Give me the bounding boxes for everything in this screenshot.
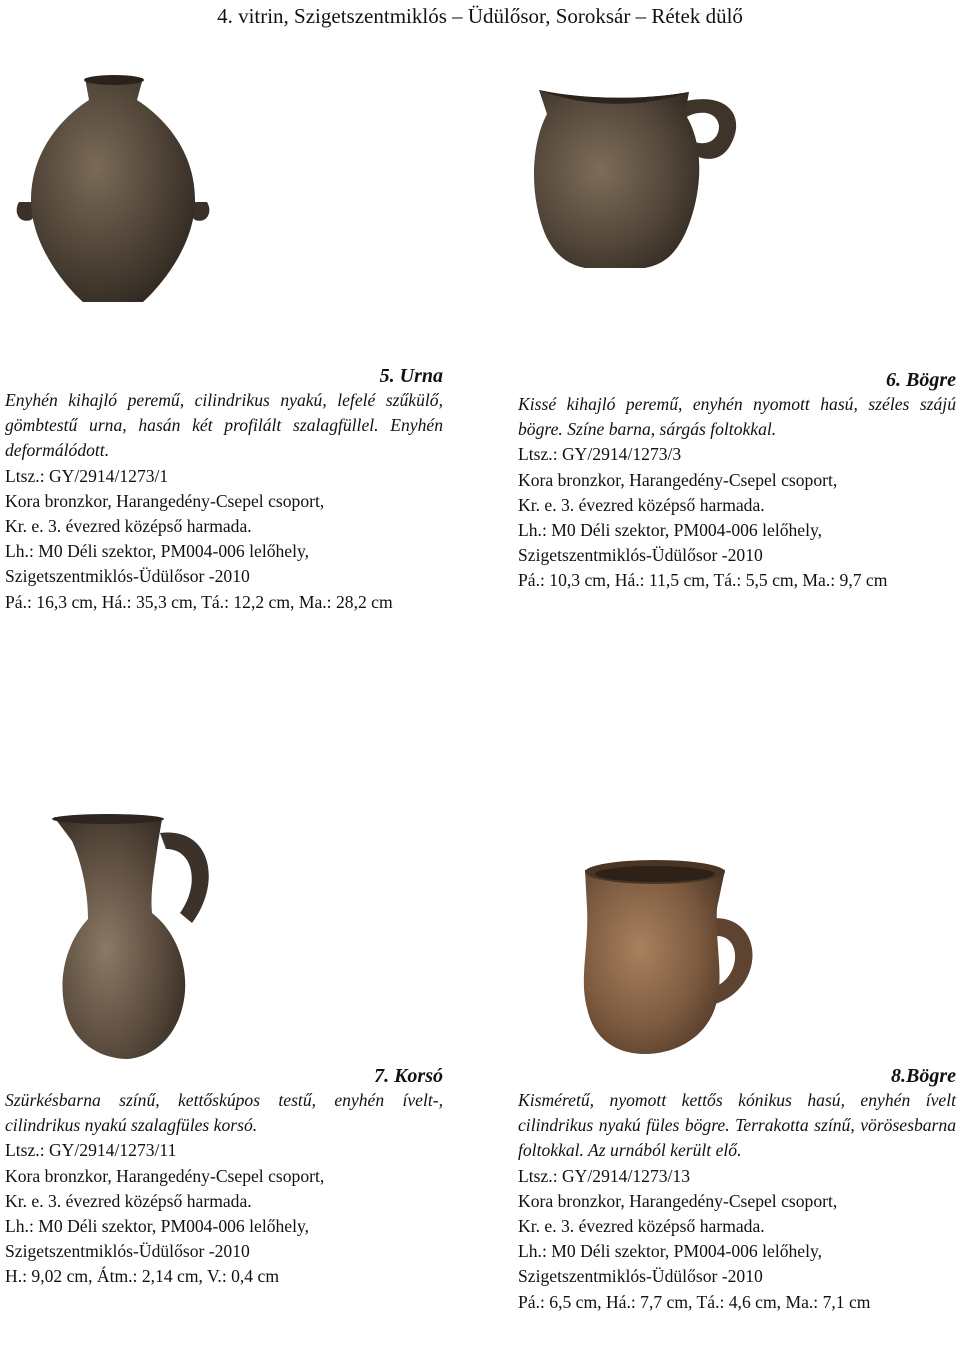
entry-ltsz: Ltsz.: GY/2914/1273/11 — [5, 1140, 177, 1161]
entry-description: Kissé kihajló peremű, enyhén nyomott hasú, széles szájú bögre. Színe barna, sárgás foltokkal. — [518, 394, 956, 440]
entry-dims: Pá.: 16,3 cm, Há.: 35,3 cm, Tá.: 12,2 cm, Ma.: 28,2 cm — [5, 591, 393, 612]
urn-photo — [15, 72, 211, 304]
entry-date: Kr. e. 3. évezred középső harmada. — [5, 1190, 252, 1211]
entry-culture: Kora bronzkor, Harangedény-Csepel csoport, — [5, 1165, 325, 1186]
entry-5 — [5, 364, 443, 615]
entry-site: Szigetszentmiklós-Üdülősor -2010 — [5, 1241, 250, 1262]
entry-ltsz: Ltsz.: GY/2914/1273/1 — [5, 465, 169, 486]
entry-culture: Kora bronzkor, Harangedény-Csepel csoport, — [5, 490, 325, 511]
entry-lh: Lh.: M0 Déli szektor, PM004-006 lelőhely, — [518, 1241, 823, 1262]
entry-site: Szigetszentmiklós-Üdülősor -2010 — [5, 566, 250, 587]
mug-photo-6 — [525, 84, 740, 269]
entry-dims: H.: 9,02 cm, Átm.: 2,14 cm, V.: 0,4 cm — [5, 1266, 279, 1287]
entry-lh: Lh.: M0 Déli szektor, PM004-006 lelőhely, — [5, 541, 310, 562]
entry-7 — [5, 1064, 443, 1290]
entry-dims: Pá.: 6,5 cm, Há.: 7,7 cm, Tá.: 4,6 cm, Ma.: 7,1 cm — [518, 1291, 871, 1312]
entry-ltsz: Ltsz.: GY/2914/1273/13 — [518, 1165, 691, 1186]
entry-title: 8.Bögre — [891, 1065, 956, 1087]
entry-culture: Kora bronzkor, Harangedény-Csepel csoport, — [518, 1190, 838, 1211]
page-title: 4. vitrin, Szigetszentmiklós – Üdülősor, Soroksár – Rétek dülő — [217, 4, 743, 28]
entry-dims: Pá.: 10,3 cm, Há.: 11,5 cm, Tá.: 5,5 cm, Ma.: 9,7 cm — [518, 570, 888, 591]
entry-8 — [518, 1064, 956, 1315]
entry-date: Kr. e. 3. évezred középső harmada. — [518, 1216, 765, 1237]
entry-description: Enyhén kihajló peremű, cilindrikus nyakú, lefelé szűkülő, gömbtestű urna, hasán két profilált szalagfüllel. Enyhén deformálódott. — [5, 390, 443, 461]
entry-ltsz: Ltsz.: GY/2914/1273/3 — [518, 444, 682, 465]
entry-title: 6. Bögre — [886, 369, 956, 391]
entry-date: Kr. e. 3. évezred középső harmada. — [5, 516, 252, 537]
entry-description: Szürkésbarna színű, kettőskúpos testű, enyhén ívelt-, cilindrikus nyakú szalagfüles korsó. — [5, 1090, 443, 1136]
entry-title: 5. Urna — [379, 365, 443, 387]
entry-date: Kr. e. 3. évezred középső harmada. — [518, 494, 765, 515]
mug-photo-8 — [565, 858, 765, 1058]
entry-description: Kisméretű, nyomott kettős kónikus hasú, enyhén ívelt cilindrikus nyakú füles bögre. Terrakotta színű, vörösesbarna foltokkal. Az urnából került elő. — [518, 1090, 956, 1161]
jug-photo — [42, 813, 214, 1061]
entry-6 — [518, 368, 956, 594]
entry-culture: Kora bronzkor, Harangedény-Csepel csoport, — [518, 469, 838, 490]
entry-title: 7. Korsó — [374, 1065, 443, 1087]
entry-lh: Lh.: M0 Déli szektor, PM004-006 lelőhely, — [5, 1216, 310, 1237]
entry-site: Szigetszentmiklós-Üdülősor -2010 — [518, 1266, 763, 1287]
entry-lh: Lh.: M0 Déli szektor, PM004-006 lelőhely, — [518, 520, 823, 541]
entry-site: Szigetszentmiklós-Üdülősor -2010 — [518, 545, 763, 566]
